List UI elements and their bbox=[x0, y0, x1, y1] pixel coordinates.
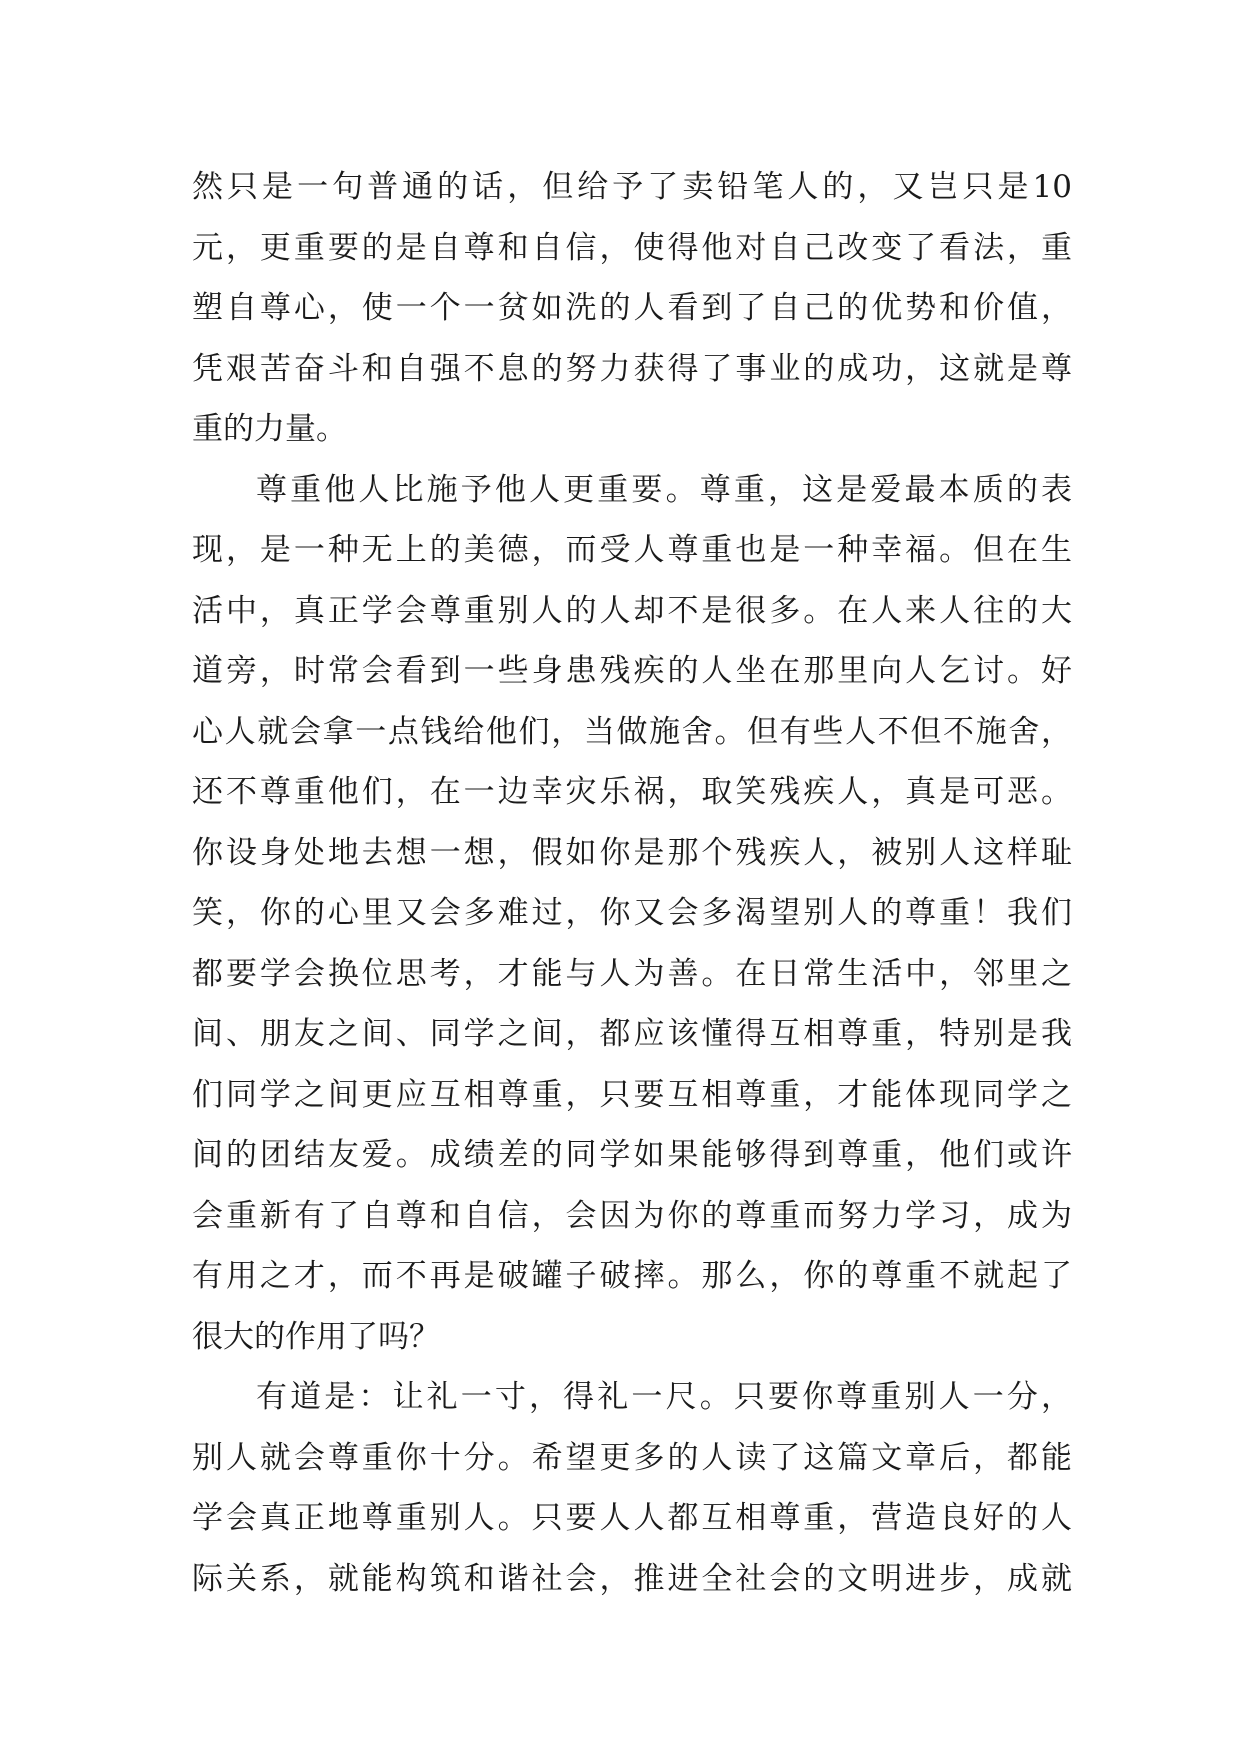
text-line: 学会真正地尊重别人。只要人人都互相尊重，营造良好的人 bbox=[192, 1500, 1072, 1536]
text-line: 别人就会尊重你十分。希望更多的人读了这篇文章后，都能 bbox=[192, 1439, 1072, 1476]
text-line: 你设身处地去想一想，假如你是那个残疾人，被别人这样耻 bbox=[192, 834, 1072, 871]
text-line: 凭艰苦奋斗和自强不息的努力获得了事业的成功，这就是尊 bbox=[192, 350, 1072, 387]
text-line: 道旁，时常会看到一些身患残疾的人坐在那里向人乞讨。好 bbox=[192, 653, 1072, 689]
text-line: 活中，真正学会尊重别人的人却不是很多。在人来人往的大 bbox=[192, 592, 1072, 629]
text-line: 们同学之间更应互相尊重，只要互相尊重，才能体现同学之 bbox=[192, 1076, 1072, 1113]
document-body bbox=[192, 157, 1072, 1609]
text-line: 笑，你的心里又会多难过，你又会多渴望别人的尊重！我们 bbox=[192, 895, 1072, 931]
text-line: 间的团结友爱。成绩差的同学如果能够得到尊重，他们或许 bbox=[192, 1137, 1072, 1173]
text-line: 际关系，就能构筑和谐社会，推进全社会的文明进步，成就 bbox=[192, 1560, 1072, 1597]
paragraph bbox=[192, 1367, 1072, 1609]
text-line: 塑自尊心，使一个一贫如洗的人看到了自己的优势和价值， bbox=[192, 290, 1072, 326]
text-line: 尊重他人比施予他人更重要。尊重，这是爱最本质的表 bbox=[256, 471, 1072, 508]
text-line: 间、朋友之间、同学之间，都应该懂得互相尊重，特别是我 bbox=[192, 1016, 1072, 1052]
text-line: 有用之才，而不再是破罐子破摔。那么，你的尊重不就起了 bbox=[192, 1258, 1072, 1294]
text-line: 元，更重要的是自尊和自信，使得他对自己改变了看法，重 bbox=[192, 229, 1072, 266]
paragraph bbox=[192, 460, 1072, 1368]
text-line: 重的力量。 bbox=[192, 411, 347, 447]
text-line: 还不尊重他们，在一边幸灾乐祸，取笑残疾人，真是可恶。 bbox=[192, 774, 1072, 810]
paragraph bbox=[192, 157, 1072, 460]
text-line: 都要学会换位思考，才能与人为善。在日常生活中，邻里之 bbox=[192, 955, 1072, 992]
text-line: 会重新有了自尊和自信，会因为你的尊重而努力学习，成为 bbox=[192, 1197, 1072, 1234]
text-line: 很大的作用了吗？ bbox=[192, 1318, 440, 1355]
text-line: 然只是一句普通的话，但给予了卖铅笔人的，又岂只是10 bbox=[192, 169, 1072, 205]
text-line: 心人就会拿一点钱给他们，当做施舍。但有些人不但不施舍， bbox=[192, 713, 1072, 750]
text-line: 有道是：让礼一寸，得礼一尺。只要你尊重别人一分， bbox=[256, 1379, 1072, 1415]
text-line: 现，是一种无上的美德，而受人尊重也是一种幸福。但在生 bbox=[192, 532, 1072, 568]
